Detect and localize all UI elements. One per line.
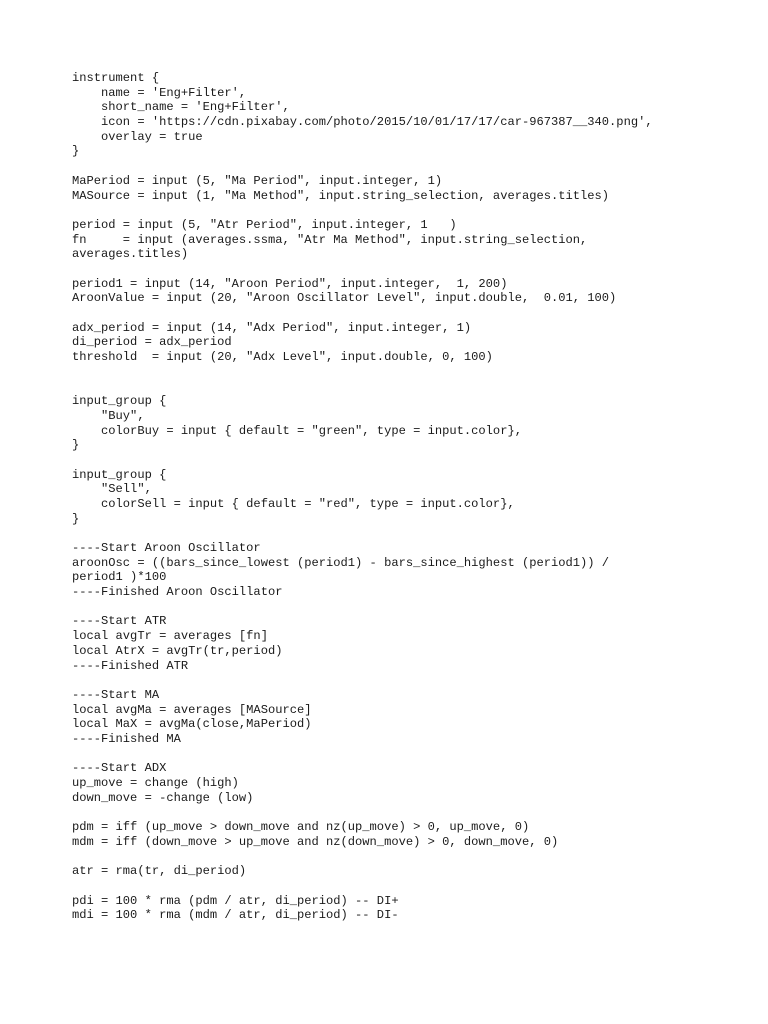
- blank-line: [72, 526, 653, 541]
- code-line: input_group {: [72, 394, 167, 409]
- code-line: }: [72, 438, 80, 453]
- code-line: local avgTr = averages [fn]: [72, 629, 268, 644]
- blank-line: [72, 849, 653, 864]
- code-line: ----Finished ATR: [72, 658, 189, 673]
- code-line: overlay = true: [72, 129, 203, 144]
- code-line: fn = input (averages.ssma, "Atr Ma Method", input.string_selection,: [72, 232, 588, 247]
- code-line: aroonOsc = ((bars_since_lowest (period1) - bars_since_highest (period1)) /: [72, 555, 610, 570]
- blank-line: [72, 453, 653, 468]
- blank-line: [72, 600, 653, 615]
- code-block: [72, 71, 653, 923]
- code-line: }: [72, 511, 80, 526]
- blank-line: [72, 159, 653, 174]
- code-line: threshold = input (20, "Adx Level", input.double, 0, 100): [72, 350, 493, 365]
- blank-line: [72, 379, 653, 394]
- code-line: period1 = input (14, "Aroon Period", input.integer, 1, 200): [72, 276, 508, 291]
- code-line: pdm = iff (up_move > down_move and nz(up_move) > 0, up_move, 0): [72, 820, 530, 835]
- code-line: ----Start MA: [72, 687, 160, 702]
- blank-line: [72, 673, 653, 688]
- code-line: }: [72, 144, 80, 159]
- code-line: ----Finished MA: [72, 731, 181, 746]
- code-line: icon = 'https://cdn.pixabay.com/photo/2015/10/01/17/17/car-967387__340.png',: [72, 115, 653, 130]
- code-line: up_move = change (high): [72, 776, 239, 790]
- code-line: colorBuy = input { default = "green", type = input.color},: [72, 423, 522, 438]
- code-line: period = input (5, "Atr Period", input.integer, 1 ): [72, 217, 457, 232]
- code-line: ----Start ADX: [72, 761, 167, 776]
- code-line: ----Start Aroon Oscillator: [72, 541, 261, 555]
- code-line: instrument {: [72, 71, 160, 85]
- code-line: colorSell = input { default = "red", type = input.color},: [72, 496, 515, 511]
- code-line: input_group {: [72, 467, 167, 482]
- code-line: "Sell",: [72, 482, 152, 497]
- blank-line: [72, 747, 653, 762]
- code-line: atr = rma(tr, di_period): [72, 864, 247, 879]
- code-line: averages.titles): [72, 247, 189, 262]
- code-line: period1 )*100: [72, 570, 167, 585]
- code-line: short_name = 'Eng+Filter',: [72, 100, 290, 115]
- code-line: AroonValue = input (20, "Aroon Oscillator Level", input.double, 0.01, 100): [72, 291, 617, 306]
- code-line: di_period = adx_period: [72, 335, 232, 350]
- code-line: adx_period = input (14, "Adx Period", input.integer, 1): [72, 320, 472, 335]
- code-line: MASource = input (1, "Ma Method", input.string_selection, averages.titles): [72, 188, 610, 203]
- code-line: down_move = -change (low): [72, 790, 254, 805]
- blank-line: [72, 805, 653, 820]
- code-line: MaPeriod = input (5, "Ma Period", input.integer, 1): [72, 173, 443, 188]
- code-line: pdi = 100 * rma (pdm / atr, di_period) -- DI+: [72, 893, 399, 908]
- code-line: local AtrX = avgTr(tr,period): [72, 643, 283, 658]
- blank-line: [72, 203, 653, 218]
- code-line: local MaX = avgMa(close,MaPeriod): [72, 717, 312, 732]
- code-line: mdi = 100 * rma (mdm / atr, di_period) -- DI-: [72, 908, 399, 923]
- code-line: ----Start ATR: [72, 614, 167, 629]
- code-line: mdm = iff (down_move > up_move and nz(down_move) > 0, down_move, 0): [72, 834, 559, 849]
- code-line: name = 'Eng+Filter',: [72, 85, 247, 100]
- code-line: "Buy",: [72, 408, 145, 423]
- blank-line: [72, 306, 653, 321]
- blank-line: [72, 879, 653, 894]
- code-line: ----Finished Aroon Oscillator: [72, 585, 283, 600]
- code-line: local avgMa = averages [MASource]: [72, 702, 312, 717]
- blank-line: [72, 262, 653, 277]
- blank-line: [72, 365, 653, 380]
